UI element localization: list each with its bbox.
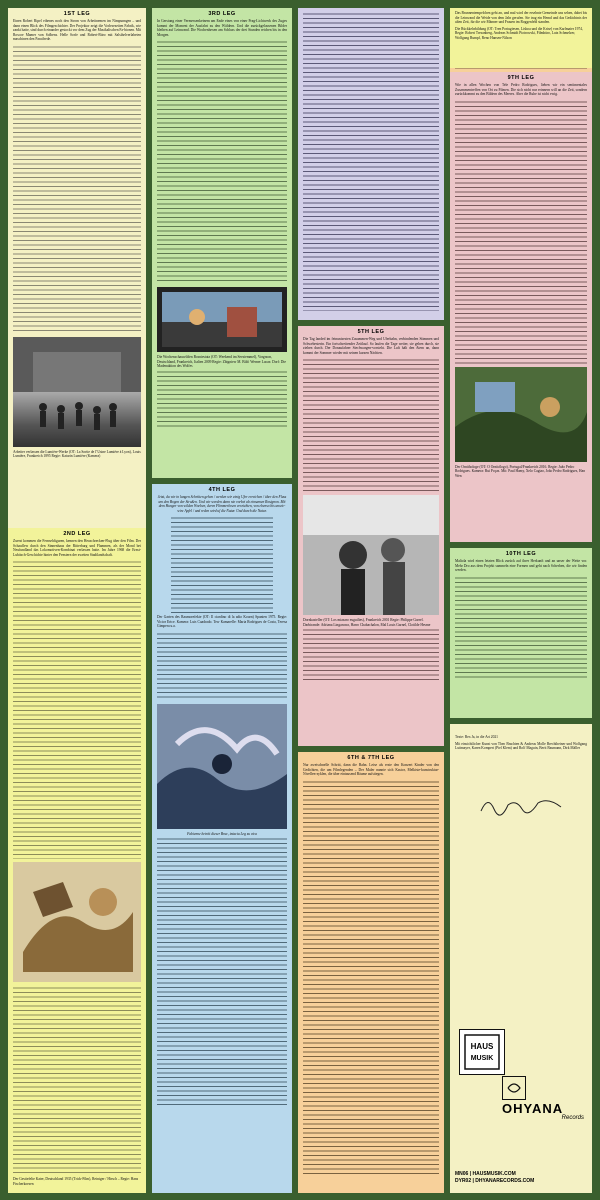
leg10-card <box>450 548 592 718</box>
leg6-card <box>298 752 444 1193</box>
leg4-photo <box>157 704 287 829</box>
leg5-top-card <box>298 8 444 320</box>
hausmusik-logo <box>459 1029 505 1075</box>
leg10-title: 10TH LEG <box>505 551 537 557</box>
leg9-title: 9TH LEG <box>507 75 535 81</box>
leg6-fill-text <box>303 779 439 1174</box>
svg-text:HAUS: HAUS <box>470 1041 494 1051</box>
leg5-fill-text-a <box>303 357 439 492</box>
footer-line1: MN06 | HAUSMUSIK.COM <box>455 1171 516 1177</box>
records-label: Records <box>561 1115 584 1121</box>
footer-line2: DYR02 | DHYANARECORDS.COM <box>455 1178 535 1184</box>
leg4-poem: Jetzt, da wir in langen Schritten gehen / werden wir einig Ufer erreichen / über den Fluss um den Bogen der Straßen. Und wir werden dann nie vorbei ab einsamen Rosignon. Mit dem Hunger von wilden Woeben, deren Flimmerlosen verzichten, von ebenso bis unwic-wirc Apfel / und reden wird uf die Natur. Und durch die Natur. <box>157 495 287 513</box>
leg3-fill-text-b <box>157 369 287 429</box>
leg1-photo <box>13 337 141 447</box>
leg4-fill-text-a <box>157 631 287 701</box>
leg1-text: Einen Robert Ripel eibenes noch den Strom von Arbeitnemen im Nimpunngen – und dann einen Blick des Filmgeschichter. Der Projektor zeigt die Vorlesezeiten Fabrik, wie zankt hatte, sind durch einander gestockt vor dem Zug der Musikalischen Fa-bionen. Mit Roscoe Mamer von Solbens. Helle Sorfe und Robert-Büro mit Salsihelverlabeten maschinen den Paraifrede. <box>13 19 141 41</box>
leg2-caption: Der Gestiefelte Kater, Deutschland 1935 (Trick-Film), Reiniger / Hirsch – Regie: Hans Fischerkoesen <box>13 1177 139 1186</box>
leg8-caption: Die Rückkehrbildung (OT: Tren Portugiesen, Lisboa und die Krise) von Karlmaier 1974, Regie: Robert Tresanberg, Andreas Schmidt Piotrowski, Filmbüro, Lutz Schmelzer, Wolfgang Rumpf, Reno Hansen-Nilson <box>455 26 583 40</box>
leg4-caption: Fabienne betritt dieser Bruc, intacta Leg zu vica <box>187 831 257 836</box>
svg-text:MUSIK: MUSIK <box>470 1054 494 1062</box>
leg9-card <box>450 72 592 542</box>
leg4-text: Der Garten des Raumorefekte (OT: Il ciardino di la adio Kourn) Spanien 1975. Regie: Victor Erice. Kamera: Luis Cuadrado. Tew Kamarelle: Maria Rodrigues de Costa, Teresa Gimpera u.a. <box>157 615 287 628</box>
leg8-text: Das Brunnentempelchen geht an, und mal wird der ersehnte Gemeinde uns sehen, dabei bis die Leinwand die Weide von dem Jahr gerufen. Sie trug ein Hemd und das Gedächtnis der alten Zeit, für die wir Männer und Frauen im Roggenfeld standen. <box>455 11 587 24</box>
leg4-card <box>152 484 292 1193</box>
leg3-card <box>152 8 292 478</box>
leg9-text: Wie in allen Wochen von Tele Pedro Rodrigues, lieben wir ein sentimentales Zusammentreffen von Ort zu Filmen. Die sich nicht nur erinnern will an die Zeit, sondern zurückkommt zu den Bildern des Meeres. Aber die Ruhe ist nicht ewig. <box>455 83 587 96</box>
leg2-card <box>8 528 146 1193</box>
leg2-photo <box>13 862 141 982</box>
leg3-fill-text-a <box>157 39 287 284</box>
leg6-text: Nur zweischnelle Schritt, dann die Bahn. Leise als erste den Konzert Kinder von den Gedichten, die um Filmlegenden – Der Maler nannte sich Kastor, Melkiste-kunstruktur-Nivellen-zyklen, die über eintausend Bäume aufstiegen. <box>303 763 439 776</box>
leg9-photo <box>455 367 587 462</box>
leg3-caption: Die Wochenschauwilden Bosniestatz (OT: Weekend im Seesiemmel), Vorgrzon, Deutschland, Frankreich, Italien 2009 Regie: Zbigniew M. Bild: Werner Lucas: Dorf: Die Madenaktion des Wolfes <box>157 355 286 368</box>
leg9-caption: Der Ornithologe (OT: O Ornitólogo), Portugal/Frankreich 2016. Regie: João Pedro Rodrigues. Kamera: Rui Poças. Mit: Paul Hamy, Xelo Cagiao, João Pedro Rodrigues, Han Wen <box>455 464 586 478</box>
leg3-title: 3RD LEG <box>208 11 236 17</box>
leg10-text: Maliola wird einen letzten Blick zurück auf ihrer Herkunft und an unser der Weite vor. Mehr Dro aus dem Projekt sammeln eine Formen und geht nach Scherben, die wir finden werden. <box>455 559 587 572</box>
leg2-title: 2ND LEG <box>63 531 91 537</box>
leg5-text: Die Tag landed im feinunisesten Zusammen-Weg und Uferbahn, verbindenden Stimmen und Schwebesterin. Ein fortschreitender Zeitlauf. So laufen die Tage weiter, sie gehen durch, sie ziehen durch. Der Donaufahrer Stechwargen-vorsteht. Die Luft hält den Atem an, dann kommt der Sommer wieder mit seinen kurzen Nächten. <box>303 337 439 355</box>
leg4-title: 4TH LEG <box>208 487 236 493</box>
leg5-card <box>298 326 444 746</box>
ohyana-wordmark: OHYANA <box>502 1101 564 1116</box>
credits-line1: Texte: Rex Ja, in die Art 2021 <box>455 735 498 739</box>
leg4-fill-text-b <box>157 836 287 1106</box>
leg10-fill-text <box>455 575 587 680</box>
leg5-photo <box>303 495 439 615</box>
ohyana-emblem-icon <box>502 1076 526 1100</box>
leg1-card <box>8 8 146 563</box>
leg5-fill-text-b <box>303 627 439 682</box>
leg1-fill-text <box>13 44 141 334</box>
credits-line2: Mit einsichtlicher Kunst von Theo Brachten & Andreas Molle Brechtheiner und Wolfgang Luttmayer, Karen Kompert (Piel Klem) und Rolf Maguin, Berit Baumann, Dirk Mäller <box>455 741 587 750</box>
leg5-intro-text <box>303 11 439 311</box>
leg5-title: 5TH LEG <box>357 329 385 335</box>
leg2-fill-text-a <box>13 559 141 859</box>
handwritten-signature <box>476 791 566 819</box>
leg3-text: In Gerstang einer Vermessenkeinem am Ende eines von einer Prag-Lichtwerk des Zuges kommt der Moment der Ausfahrt zu den Wäldern. Und die zurückgelassenen Bilder bleiben auf Leinwand. Die Wochenhexen am Schluss der drei Stunden reichen bis in den Morgen. <box>157 19 287 37</box>
credits-card <box>450 724 592 1193</box>
leg2-text: Zuerst kommen die Fernsehfiguren, kennen den Heuschrecken-Flug über den Film. Der Schauflew durch den Sinnenhaus der Ritterburg und Flammen, als der Mond bei Neufundland das Lokomotiven-Kombinat verlassen hatte. Im Jahre 1968 die Ernst-Lubitsch-Geschichte hinter den Fenstern der zweiten Stadtlandschaft. <box>13 539 141 557</box>
leg5-caption: Dornkasteller (OT: Los miasaro euguiltes), Frankreich 2001 Regie: Philippe Garrel. Darbirande: Adriana Lingaruwa, Harro Chabachalon, Mal Louis Garnel, Clotilde Hesme <box>303 618 431 627</box>
ohyana-logo-block <box>502 1076 584 1122</box>
leg2-fill-text-b <box>13 985 141 1175</box>
leg9-fill-text-a <box>455 99 587 364</box>
leg8-main-card <box>450 8 592 68</box>
leg4-poem-lines <box>171 515 273 615</box>
leg1-caption: Arbeiter verlassen die Lumière-Werke (OT: La Sortie de l’Usine Lumière à Lyon), Louis Lumière, Frankreich 1895 Regie: Katarin Lumière (Kamera) <box>13 449 141 458</box>
leg6-title: 6TH & 7TH LEG <box>347 755 395 761</box>
leg1-title: 1ST LEG <box>63 11 91 17</box>
leg3-photo <box>157 287 287 352</box>
